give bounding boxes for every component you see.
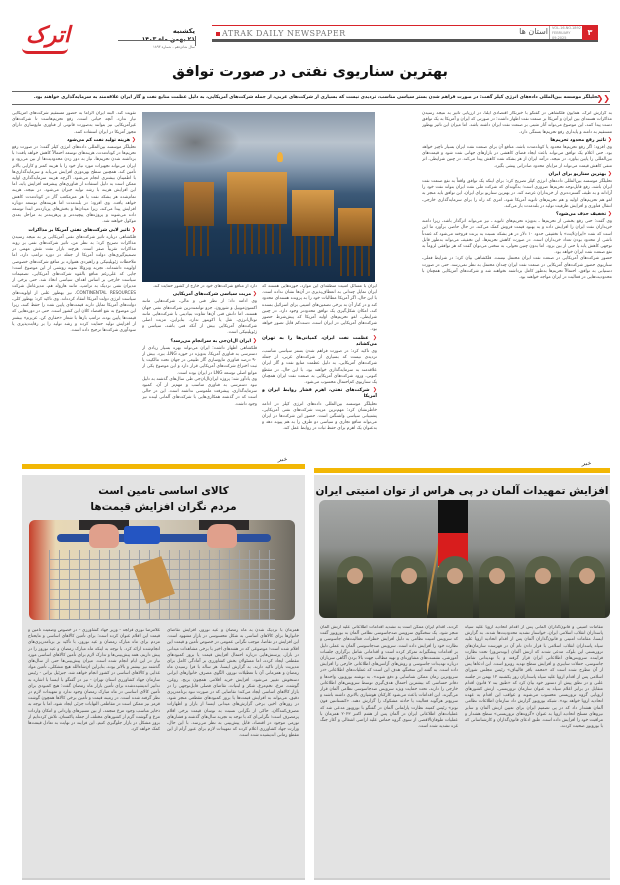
paragraph: تحلیلگر موسسه بین‌المللی داده‌های انرژی کپلر در ادامه خاطرنشان کرد: مهم‌ترین مزیت شرکت‌های نفتی آمریکایی، پشتیبانی سیاسی واشنگتن است. حضور این شرکت‌ها در ایران می‌تواند منافع تجاری و سیاسی دو طرف را به هم پیوند دهد و به‌عنوان یک اهرم برای حفظ ثبات در روابط عمل کند. bbox=[262, 401, 377, 432]
news-tag-left: خبر bbox=[278, 456, 287, 463]
news-headline-goods-line2[interactable]: مردم نگران افزایش قیمت‌ها bbox=[90, 501, 237, 513]
shopping-cart-photo bbox=[29, 520, 295, 620]
issue-day: یکشنبه bbox=[172, 27, 195, 35]
gas-flare bbox=[277, 152, 283, 162]
lead-text: تحلیلگر موسسه بین‌المللی داده‌های انرژی کپلر گفت: در صورت فراهم شدن بستر سیاسی مناسب، تردیدی نیست که بسیاری از شرکت‌های غربی، از جمله شرکت‌های آمریکایی، به دلیل عظمت منابع نفت و گاز ایران علاقه‌مند به سرمایه‌گذاری خواهند بود. bbox=[33, 95, 599, 100]
soldier bbox=[525, 556, 561, 618]
platform bbox=[292, 190, 334, 236]
paragraph: تحلیلگر موسسه بین‌المللی داده‌های انرژی کپلر تصریح کرد: برای اینکه یک توافق واقعاً به نفع صنعت نفت ایران باشد، رفع قابل‌توجه تحریم‌ها ضروری است؛ به‌گونه‌ای که شرکت ملی نفت ایران بتواند نفت خود را آزادانه و به طیف گسترده‌تری از خریداران عرضه کند. در بهترین سناریو برای ایران، این توافق باید منجر به لغو هم تحریم‌های اولیه و هم تحریم‌های ثانویه آمریکا شود، امری که راه را برای سرمایه‌گذاری خارجی، انتقال فناوری و افزایش ظرفیت تولید در بلندمدت باز می‌کند. bbox=[422, 179, 612, 209]
logo-text: اترک bbox=[26, 22, 71, 48]
paragraph: وی یادآور شد: پروژه ایران‌ال‌ان‌جی طی سال‌های گذشته به دلیل نبود دسترسی به فناوری مناسب و مهم‌تر از آن، کمبود سرمایه‌گذاری، پیشرفت ملموسی نداشته است. این در حالی است که در گذشته همکاری‌هایی با شرکت‌های آلمانی لینده نیز وجود داشت. bbox=[142, 376, 257, 407]
paragraph: به گزارش اترک، همایون فلکشاهی در گفتگو با خبرنگار اقتصادی ایلنا، در ارزیابی تاثیر به نتیجه رسیدن مذاکرات هسته‌ای بین ایران و آمریکا بر صنعت نفت اظهار داشت: در صورتی که ایران و آمریکا به یک توافق دست پیدا کنند، این موضوع می‌تواند آثار مثبتی بر صنعت نفت ایران داشته باشد. اما میزان این تاثیر بهطور مستقیم به دامنه و پایداری رفع تحریم‌ها بستگی دارد. bbox=[422, 111, 612, 135]
subheading: ❮ بهترین سناریو برای ایران bbox=[422, 171, 612, 178]
paragraph: تحلیلگر موسسه بین‌المللی داده‌های انرژی کپلر گفت: در صورت رفع تحریم‌ها در کوتاه‌مدت، هزینه‌های توسعه احتمالاً کاهش خواهد یافت؛ با برداشته شدن تحریم‌ها، نیاز به دور زدن محدودیت‌ها از بین می‌رود و ایران می‌تواند تجهیزات مورد نیاز خود را با هزینه کمتر و کارایی بالاتر تأمین کند. همچنین سطح بهره‌وری افزایش می‌یابد و سرمایه‌گذاری‌ها با اطمینان بیشتری انجام می‌شود. اگرچه هزینه سرمایه‌گذاری اولیه ممکن است به دلیل استفاده از فناوری‌های پیشرفته افزایش یابد، اما این افزایش هزینه با رشد تولید جبران می‌شود. در نتیجه، هزینه تمام‌شده هر بشکه نفت یا هر مترمکعب گاز در کوتاه‌مدت کاهش خواهد یافت. وی افزود: در بلندمدت اما هزینه‌های توسعه دوباره افزایش پیدا می‌کند، زیرا میدان‌ها و بخش‌های پربازده‌تر ابتدا توسعه داده می‌شوند و پروژه‌های پیچیده‌تر و پرهزینه‌تر به مراحل بعدی موکول خواهند شد. bbox=[12, 145, 136, 225]
cart-handle-center bbox=[124, 526, 160, 544]
article-column-left bbox=[12, 111, 136, 456]
paragraph: وی تاکید کرد: در صورت فراهم شدن بستر سیاسی مناسب، تردیدی نیست که بسیاری از شرکت‌های غربی، از جمله شرکت‌های آمریکایی، به دلیل عظمت منابع نفت و گاز ایران علاقه‌مند به سرمایه‌گذاری خواهند بود. با این حال، در مقطع کنونی، ورود شرکت‌های آمریکایی به صنعت نفت ایران همچنان یک سناریوی کم‌احتمال محسوب می‌شود. bbox=[262, 349, 377, 386]
platform bbox=[184, 182, 214, 226]
article-column-mid-right bbox=[262, 284, 377, 456]
subheading: ❮ تاثیر لابی شرکت‌های نفتی آمریکا بر مذاکرات bbox=[12, 227, 136, 234]
smoke-plume bbox=[150, 120, 240, 165]
soldier bbox=[337, 556, 373, 618]
platform-legs bbox=[294, 236, 332, 266]
issue-date-box bbox=[80, 27, 195, 49]
subheading: ❮ تاثیر رفع محدود تحریم‌ها bbox=[422, 137, 612, 144]
soldier bbox=[391, 556, 427, 618]
subheading: ❮ مزیت سیاسی شرکت‌های آمریکایی bbox=[142, 291, 257, 298]
subheading: ❮ شرکت‌های نفتی، اهرم فشار روابط ایران و آمریکا bbox=[262, 387, 377, 400]
issue-number: سال شانزدهم - شماره ۱۸۹۳ bbox=[153, 45, 195, 49]
english-date: FEBRUARY 09.2025 bbox=[552, 31, 571, 40]
paragraph: فلکشاهی درباره تاثیر شرکت‌های نفتی آمریکایی بر به نتیجه رسیدن مذاکرات تصریح کرد: به نظر من، تاثیر شرکت‌های نفتی بر روند مذاکرات تقریباً صفر است. هرچند بازار نفت نقش مهمی در تصمیم‌گیری‌های دولت آمریکا از جمله در دوره ترامپ دارد، اما ملاحظات ژئوپلیتیکی و راهبردی همواره بر منافع شرکت‌های خصوصی اولویت داشته‌اند. تجربه ونزوئلا نمونه روشنی از این موضوع است؛ جایی که علی‌رغم منافع بالقوه شرکت‌های آمریکایی، تصمیمات سیاست خارجی بر اساس اهداف سیاسی اتخاذ شد. حتی برخی از مدیران نفتی نزدیک به ترامپ، مانند هارولد هم، مدیرعامل شرکت CONTINENTAL RESOURCES، نیز بهطور علنی از اولویت‌های سیاست انرژی دولت آمریکا انتقاد کرده‌اند. وی تاکید کرد: بهطور کلی، دولت‌های آمریکا تمایل دارند قیمت‌های پایین نفت را حفظ کنند، زیرا این موضوع به نفع اقتصاد کلان این کشور است. حتی در دوره‌هایی که قیمت‌ها پایین بوده، ترامپ بارها با شعار «حفاری کن، عزیزم» بیشتر از افزایش تولید حمایت کرده و رشد تولید را بر رقابت‌پذیری یا سودآوری شرکت‌ها ترجیح داده است. bbox=[12, 234, 136, 333]
news-tag-right: خبر bbox=[582, 460, 591, 467]
divider bbox=[118, 40, 196, 41]
volume-info bbox=[549, 26, 579, 39]
section-name[interactable]: استان ها bbox=[519, 27, 548, 36]
soldier bbox=[479, 556, 515, 618]
subheading: ❮ عظمت نفت ایران، کمپانی‌ها را به تهران می‌کشاند bbox=[262, 335, 377, 348]
hand bbox=[89, 524, 119, 548]
page-number-badge: ۳ bbox=[582, 26, 598, 40]
platform bbox=[227, 172, 287, 224]
platform-legs bbox=[186, 226, 212, 256]
paragraph: وی گفت: حتی رفع بخشی از تحریم‌ها ـ به‌ویژه تحریم‌های ثانویه ـ نیز می‌تواند اثرگذار باشد، زیرا دامنه خریداران نفت ایران را افزایش داده و به بهبود قیمت فروش کمک می‌کند. در حال حاضر، برآورد ما این است که نفت «ایران‌لایت» با تخفیفی حدود ۱۰ دلار در هر بشکه نسبت به برنت فروخته می‌شود که عمدتاً ناشی از محدود بودن تعداد خریداران است. در صورت کاهش تحریم‌ها، این تخفیف می‌تواند به‌طور قابل توجهی کاهش یابد یا حتی از بین برود. اما بدون چنین تحولی، به سختی می‌توان گفت که هر توافقی لزوماً به نفع صنعت نفت ایران خواهد بود. bbox=[422, 219, 612, 256]
subheading: ❮ ایران ال‌ان‌جی به سرانجام می‌رسد؟ bbox=[142, 338, 257, 345]
platform-legs bbox=[340, 246, 370, 276]
news-strip-right bbox=[314, 468, 610, 473]
page-header-bar bbox=[212, 25, 598, 42]
news-goods-col-right: همزمان با نزدیک شدن به ماه رمضان و عید نوروز، افزایش تقاضای خانوارها برای کالاهای اساسی به شکل محسوسی در بازار مشهود است. این افزایش در تقاضا، موجب نگرانی عمومی در خصوص تأمین و قیمت این اقلام شده است؛ موضوعی که در هفته‌های اخیر با برخی مشاهدات میدانی در بازار، پرسش‌هایی درباره احتمال افزایش قیمت یا بروز کمبودهای مقطعی ایجاد کرده، اما مسئولان بخش کشاورزی بر آمادگی کامل برای مدیریت بازار تاکید دارند. به گزارش ایسنا، هر ساله با فرا رسیدن ماه رمضان و همزمانی آن با تعطیلات نوروز، الگوی مصرف خانوارهای ایرانی دستخوش تغییر می‌شود. افزایش خرید اقلامی همچون برنج، روغن، گوشت، مرغ، تخم‌مرغ، شکر و لبنیات، تقاضای فصلی قابل‌توجهی را در بازار کالاهای اساسی ایجاد می‌کند؛ تقاضایی که در صورت نبود برنامه‌ریزی دقیق، می‌تواند به افزایش قیمت‌ها یا بروز کمبودهای مقطعی منجر شود. در روزهای اخیر، برخی گزارش‌های میدانی ایسنا از بازار و اظهارات مصرف‌کنندگان، حاکی از نگرانی نسبت به نوسان قیمت برخی اقلام پرمصرف است؛ نگرانی‌ای که با توجه به تجربه سال‌های گذشته و فشارهای تورمی موجود در اقتصاد، قابل پیش‌بینی به نظر می‌رسد. با این حال، وزارت جهاد کشاورزی اعلام کرده که تمهیدات لازم برای عبور آرام از این مقطع زمانی اندیشیده شده است. bbox=[167, 628, 299, 739]
soldier bbox=[569, 556, 605, 618]
paragraph: وی ادامه داد: از نظر فنی و مالی، شرکت‌هایی مانند اکسون‌موبیل و شورون، جزو توانمندترین شرکت‌های نفتی جهان هستند، اما دانش فنی آن‌ها تفاوت بنیادینی با شرکت‌هایی مانند توتال‌انرژی، شل یا اکوینور ندارد. بنابراین، مزیت اصلی شرکت‌های آمریکایی بیش از آنکه فنی باشد، سیاسی و ژئوپلیتیکی است. bbox=[142, 299, 257, 336]
soldier bbox=[437, 556, 473, 618]
paragraph: تقویت کند. البته ایران الزاماً به حضور مستقیم شرکت‌های آمریکایی نیاز ندارد. آنچه حیاتی است، رفع تحریم‌هاست تا شرکت‌های غیرآمریکایی نیز بتوانند به‌صورت قانونی از فناوری مایع‌سازی دارای مجوز آمریکا در ایران استفاده کنند. bbox=[12, 111, 136, 135]
article-column-right bbox=[422, 111, 612, 456]
subheading: ❮ تخفیف حذف می‌شود؟ bbox=[422, 211, 612, 218]
news-germany-col-left: کردند، اقدام ایران ممکن است به تشدید اقدامات اطلاعاتی علیه ارتش آلمان منجر شود. یک سخنگوی سرویس ضدجاسوسی نظامی آلمان به بوروپوز گفت که سرویس امنیت نظامی به دلیل افزایش خطرات، فعالیت‌های جاسوسی و نظارت خود را افزایش داده است. سرویس ضدجاسوسی آلمان به عملی دلیل بر اقدامات پیشگیرانه تمرکز کرده است و اقداماتی شامل برگزاری جلسات آموزشی، نشست‌های مشاوره‌ای و تهیه مطالب جهت بالا بردن آگاهی سربازان درباره تهدیدات جاسوسی و روش‌های آژانس‌های اطلاعاتی خارجی را افزایش داده است. به گفته این سخنگو، هدف این است که عملیات‌های اطلاعاتی «در سریع‌ترین زمان ممکن شناسایی و دفع شوند». به نوشته بوروپوز، واحدها و دفاتر حساسی که بیشترین احتمال هدف‌گیری توسط سرویس‌های اطلاعاتی خارجی را دارند، تحت حمایت ویژه سرویس ضدجاسوسی نظامی آلمان قرار می‌گیرند. این اقدامات باعث می‌شود کارکنان هوشیاری بالاتری داشته باشند و سریع‌تر هرگونه فعالیت یا حادثه مشکوک را گزارش دهند. «کنستانتین فون نوتز» رئیس کمیته نظارت پارلمانی آلمان در گفتگو با بوروپوز مدعی شد که عملیات‌های اطلاعاتی ایران در آلمان پس از هفتم اکتبر ۲۰۲۳ همزمان با عملیات طوفان‌الاقصی از سوی گروه حماس علیه اراضی اشغالی و آغاز جنگ غزه تشدید شده است. bbox=[320, 625, 458, 730]
news-headline-goods-line1[interactable]: کالای اساسی تامین است bbox=[98, 485, 229, 497]
hand bbox=[207, 524, 237, 548]
volume-number: VOL.16.NO.1892 bbox=[552, 26, 581, 30]
divider bbox=[195, 36, 196, 46]
paragraph: وی افزود: اگر رفع تحریم‌ها محدود یا کوتاه‌مدت باشد، منافع آن برای صنعت نفت ایران بسیار ناچیز خواهد بود. حتی اعلام یک توافق می‌تواند باعث ایجاد فضای کاهشی در بازارهای جهانی نفت شود و قیمت‌های بین‌المللی را پایین بیاورد. در نتیجه، درآمد ایران از هر بشکه نفت کاهش پیدا می‌کند. در چنین شرایطی، اثر منفی کاهش قیمت می‌تواند از مزایای محدود صادراتی پیشی بگیرد. bbox=[422, 145, 612, 169]
paragraph: حضور شرکت‌های آمریکایی در صنعت نفت ایران محتمل نیست. فلکشاهی بیان کرد: در شرایط فعلی، سناریوی حضور شرکت‌های آمریکایی در صنعت نفت ایران چندان محتمل به نظر نمی‌رسد. حتی در صورت دستیابی به توافق، احتمالاً تحریم‌ها به‌طور کامل برداشته نخواهند شد و شرکت‌های آمریکایی همچنان با محدودیت‌هایی در فعالیت در ایران مواجه خواهند بود. bbox=[422, 256, 612, 281]
double-chevron-icon: ❮❮ bbox=[596, 94, 610, 103]
news-goods-col-left: غلامرضا نوری قزلجه - وزیر جهاد کشاورزی - در خصوص وضعیت تأمین و قیمت این اقلام عنوان کرده است: برای تأمین کالاهای اساسی و مایحتاج مردم برای ماه مبارک رمضان و عید نوروز، با تأکید بر برنامه‌ریزی‌های انجام‌شده ارائه کرد. با توجه به اینکه ماه مبارک رمضان و عید نوروز را در پیش داریم، همه پیش‌بینی‌ها و تدارک لازم برای تأمین کالاهای اساسی مورد نیاز در این ایام انجام شده است. میزان پیش‌بینی‌ها حتی از سال‌های گذشته نیز بیشتر و بالاتر بوده، بنابراین ان‌شاءالله هیچ مشکلی، تأمین مواد غذایی و کالاهای اساسی در کشور انجام خواهد شد. جبرئیل براتی - رئیس سازمان جهاد کشاورزی استان تهران - نیز در گفتگو با ایسنا با اشاره به تدابیر اندیشیده‌شده برای تأمین بازار ماه رمضان گفت: هیچ کمبودی برای تأمین کالای اساسی در ماه مبارک رمضان وجود ندارد و تمهیدات لازم در نظر گرفته شده است. در زمینه قیمت و تأمین برخی کالاها همچون گوشت قرمز نیز ممکن است در مقاطعی التهابات جزئی ایجاد شود، اما با توجه به ذخایر مناسب وجود مرغ منجمد، از بین مسیرهای وارداتی و امکان واردات مرغ و گوشت گرم از کشورهای مختلف از جمله پاکستان، تلاش کرده‌ایم از بروز مشکل در بازار جلوگیری کنیم. این فرایند در نهایت به تعادل قیمت‌ها کمک خواهد کرد. bbox=[28, 628, 160, 733]
lead-bar bbox=[12, 91, 610, 105]
platform-legs bbox=[230, 224, 284, 254]
news-headline-germany[interactable]: افزایش تمهیدات آلمان در پی هراس از توان امنیتی ایران bbox=[315, 485, 609, 497]
logo-swoosh-icon bbox=[22, 48, 68, 54]
subheading: ❮ هزینه تولید نفت کم می‌شود bbox=[12, 137, 136, 144]
paper-name: ATRAK DAILY NEWSPAPER bbox=[216, 29, 346, 38]
article-column-mid-left bbox=[142, 284, 257, 456]
paragraph: فلکشاهی اظهار داشت: ایران می‌تواند بهره بسیار زیادی از دسترسی به فناوری آمریکا، به‌ویژه در حوزه LNG، ببرد. بیش از ۹۰ درصد فناوری مایع‌سازی گاز طبیعی در جهان تحت مالکیت یا ثبت اختراع شرکت‌های آمریکایی قرار دارد و این موضوع یکی از موانع اصلی توسعه LNG در ایران بوده است. bbox=[142, 345, 257, 376]
masthead bbox=[0, 0, 620, 50]
paragraph: دارد از منافع شرکت‌های خود در خارج از کشور حمایت کند. bbox=[152, 284, 257, 289]
platform bbox=[338, 208, 372, 246]
news-germany-col-right: مقامات امنیتی و قانون‌گذاران آلمانی پس از اقدام اتحادیه اروپا علیه سپاه پاسداران انقلاب اسلامی ایران، خواستار تشدید محدودیت‌ها شدند. به گزارش ایسنا، مقامات امنیتی و قانون‌گذاران آلمان پس از اقدام اتحادیه اروپا علیه سپاه پاسداران انقلاب اسلامی با قرار دادن نام آن در فهرست سازمان‌های تروریستی این بلوک، مدعی شدند که ارتش آلمان (بوندس‌ور) تحت نظارت فزاینده سرویس‌های اطلاعاتی ایران قرار گرفته و با تهدیداتی شامل جاسوسی، حملات سایبری و افزایش سطح تهدید روبرو است. این ادعاها پس از آن مطرح شده است که «محمد باقر قالیباف» رئیس مجلس شورای اسلامی پس از اقدام اروپا علیه سپاه پاسداران روز یکشنبه ۱۲ بهمن در جلسه علنی و در نطق پیش از دستور خود بیان کرد که «طبق بند ۷ قانون اقدام متقابل در برابر اعلام سپاه به عنوان سازمان تروریستی، ارتش کشورهای اروپایی گروه تروریستی محسوب می‌شوند و عواقب این اقدام به عهده اتحادیه اروپا خواهد بود». شبکه بوروپوز گزارش داد سازمان اطلاعات نظامی آلمان هشدار داد که در پی تصمیم ایران برای تعیین ارتش آلمان و سایر نیروهای مسلح اتحادیه اروپا به عنوان «گروه‌های تروریستی» سطح هشدار و مراقبت خود را افزایش داده است. طبق ادعای قانون‌گذاران و کارشناسانی که با بوروپوز صحبت کردند، bbox=[465, 625, 603, 730]
news-strip-left bbox=[22, 464, 305, 469]
paragraph: ایران با مسائل امنیت منطقه‌ای این موارد، حوزه‌هایی هستند که ایران تمایل چندانی به انعطاف‌پذیری در آن‌ها نشان نداده است. با این حال، اگر آمریکا مطالبات خود را به پرونده هسته‌ای محدود کند و در کنار آن به برخی تضمین‌های امنیتی برای اسرائیل بسنده کند، امکان شکل‌گیری یک توافق محدودتر وجود دارد. در چنین شرایطی، لغو تحریم‌های اولیه آمریکا که پیش‌شرط حضور شرکت‌های آمریکایی در ایران است، دست‌کم قابل تصور خواهد بود. bbox=[262, 284, 377, 333]
main-headline[interactable]: بهترین سناریوی نفتی در صورت توافق bbox=[172, 64, 448, 80]
oil-platform-photo bbox=[142, 112, 375, 282]
soldiers-photo bbox=[319, 500, 610, 618]
newspaper-logo[interactable] bbox=[22, 22, 82, 56]
